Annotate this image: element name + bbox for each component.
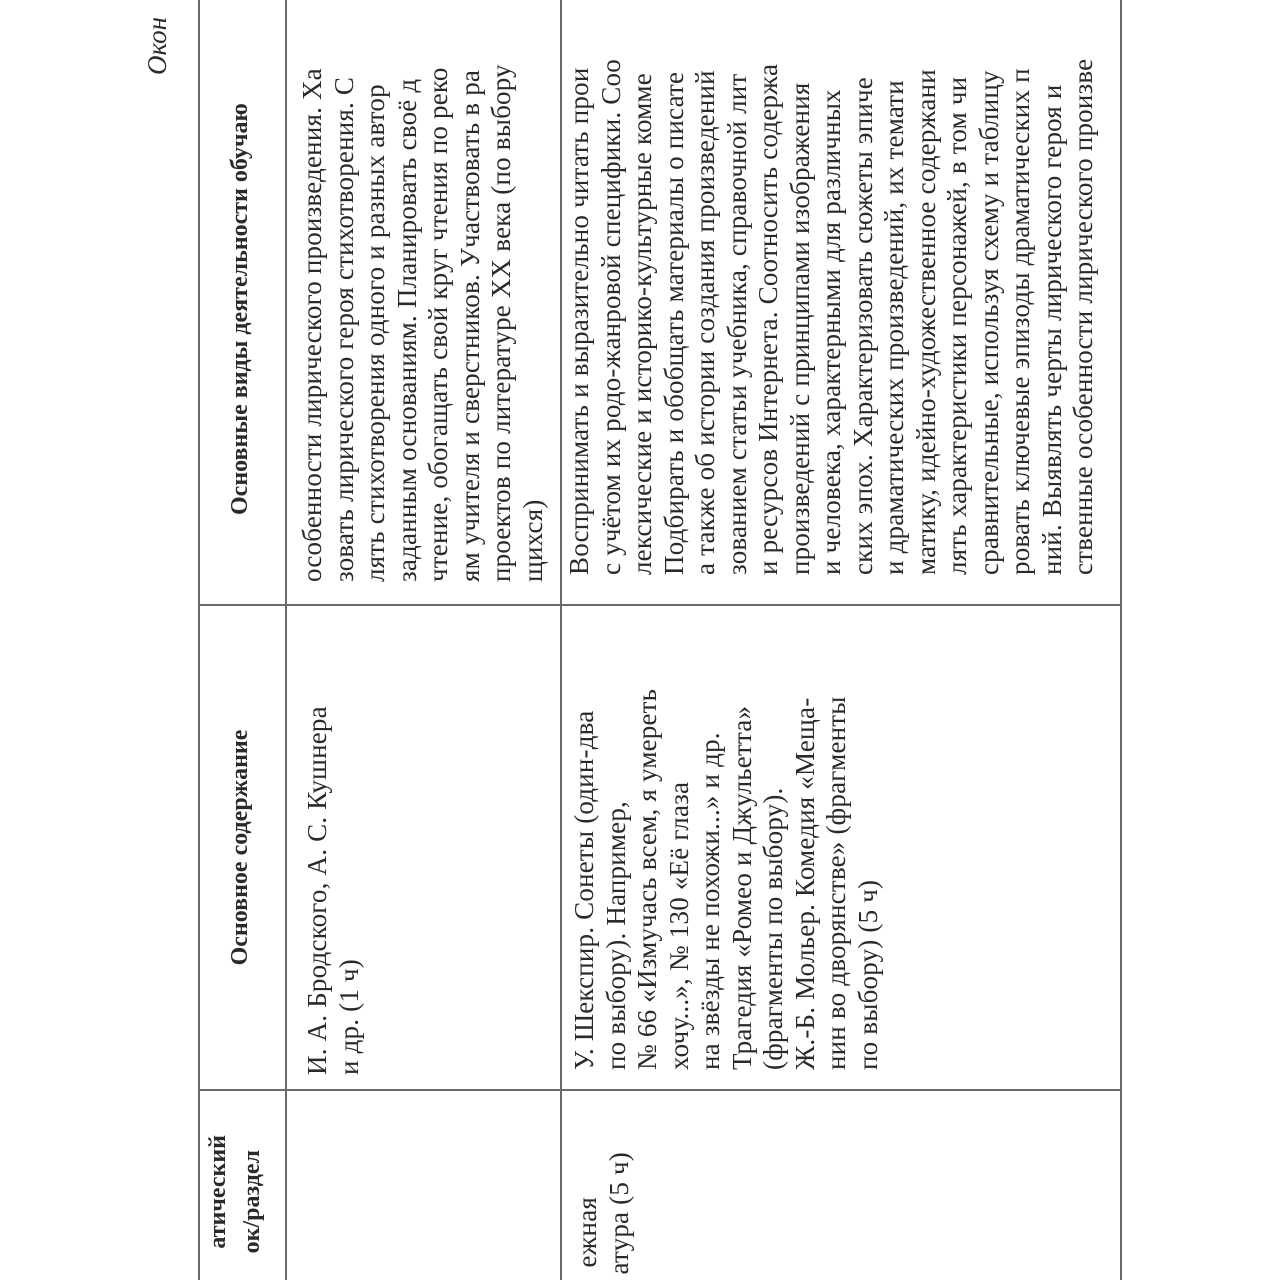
row-2-activities-cell xyxy=(564,59,1100,575)
table-bottom-border xyxy=(1120,0,1122,1280)
row-1-border xyxy=(560,0,562,1280)
cell-text-line: чтение, обогащать свой круг чтения по реко xyxy=(423,67,453,582)
column-1-border xyxy=(198,1089,1120,1091)
cell-text-line: и ресурсов Интернета. Соотносить содержа xyxy=(753,63,783,575)
cell-text-line: и драматических произведений, их темати xyxy=(879,80,909,575)
cell-text-line: на звёзды не похожи...» и др. xyxy=(695,732,725,1070)
cell-text-line: ских эпох. Характеризовать сюжеты эпиче xyxy=(847,77,878,575)
cell-text-line: произведений с принципами изображения xyxy=(784,82,815,575)
cell-text-line: Ж.-Б. Мольер. Комедия «Меща- xyxy=(789,697,820,1070)
cell-text-line: ровать ключевые эпизоды драматических п xyxy=(1005,68,1035,575)
cell-text-line: И. А. Бродского, А. С. Кушнера xyxy=(302,706,332,1075)
column-2-border xyxy=(198,604,1120,606)
table-continuation-caption: Окон xyxy=(142,17,172,75)
cell-text-line: хочу...», № 130 «Её глаза xyxy=(663,781,694,1070)
header-col1-line: атический xyxy=(205,1135,231,1249)
cell-text-line: Трагедия «Ромео и Джульетта» xyxy=(726,705,757,1070)
cell-text-line: ежная xyxy=(572,1197,602,1268)
cell-text-line: сравнительные, используя схему и таблицу xyxy=(973,70,1004,575)
cell-text-line: У. Шекспир. Сонеты (один-два xyxy=(569,710,599,1070)
cell-text-line: с учётом их родо-жанровой специфики. Соо xyxy=(595,59,626,575)
cell-text-line: лять стихотворения одного и разных автор xyxy=(360,84,390,582)
cell-text-line: нин во дворянстве» (фрагменты xyxy=(821,696,851,1070)
header-col1-line: ок/раздел xyxy=(239,1150,265,1254)
cell-text-line: зованием статьи учебника, справочной лит xyxy=(721,73,752,575)
cell-text-line: лять характеристики персонажей, в том чи xyxy=(942,76,972,575)
header-col1 xyxy=(201,1135,269,1253)
header-col3: Основные виды деятельности обучаю xyxy=(227,103,253,515)
cell-text-line: ний. Выявлять черты лирического героя и xyxy=(1036,84,1067,575)
cell-text-line: ственные особенности лирического произве xyxy=(1068,58,1098,575)
row-2-section-cell xyxy=(572,1152,635,1274)
cell-text-line: зовать лирического героя стихотворения. С xyxy=(328,76,359,582)
cell-text-line: Подбирать и обобщать материалы о писате xyxy=(658,71,689,575)
cell-text-line: ям учителя и сверстников. Участвовать в ра xyxy=(454,69,485,582)
header-col2: Основное содержание xyxy=(227,729,253,966)
cell-text-line: матику, идейно-художественное содержани xyxy=(910,69,941,575)
cell-text-line: по выбору) (5 ч) xyxy=(852,879,883,1070)
row-1-activities-cell xyxy=(297,64,549,582)
cell-text-line: лексические и историко-культурные комме xyxy=(627,73,657,575)
cell-text-line: № 66 «Измучась всем, я умереть xyxy=(632,688,662,1070)
cell-text-line: особенности лирического произведения. Ха xyxy=(297,68,327,582)
row-1-content-cell xyxy=(302,706,365,1075)
cell-text-line: и др. (1 ч) xyxy=(333,959,364,1075)
header-row-border xyxy=(285,0,287,1280)
cell-text-line: по выбору). Например, xyxy=(600,800,631,1070)
table-top-border xyxy=(198,0,200,1280)
cell-text-line: и человека, характерными для различных xyxy=(816,89,846,575)
cell-text-line: а также об истории создания произведений xyxy=(690,70,720,575)
row-2-content-cell xyxy=(569,689,884,1070)
cell-text-line: Воспринимать и выразительно читать прои xyxy=(564,67,594,575)
cell-text-line: (фрагменты по выбору). xyxy=(758,787,788,1070)
cell-text-line: проектов по литературе XX века (по выбору xyxy=(486,64,516,582)
cell-text-line: щихся) xyxy=(517,499,548,582)
cell-text-line: атура (5 ч) xyxy=(603,1152,634,1275)
cell-text-line: заданным основаниям. Планировать своё д xyxy=(391,78,422,582)
